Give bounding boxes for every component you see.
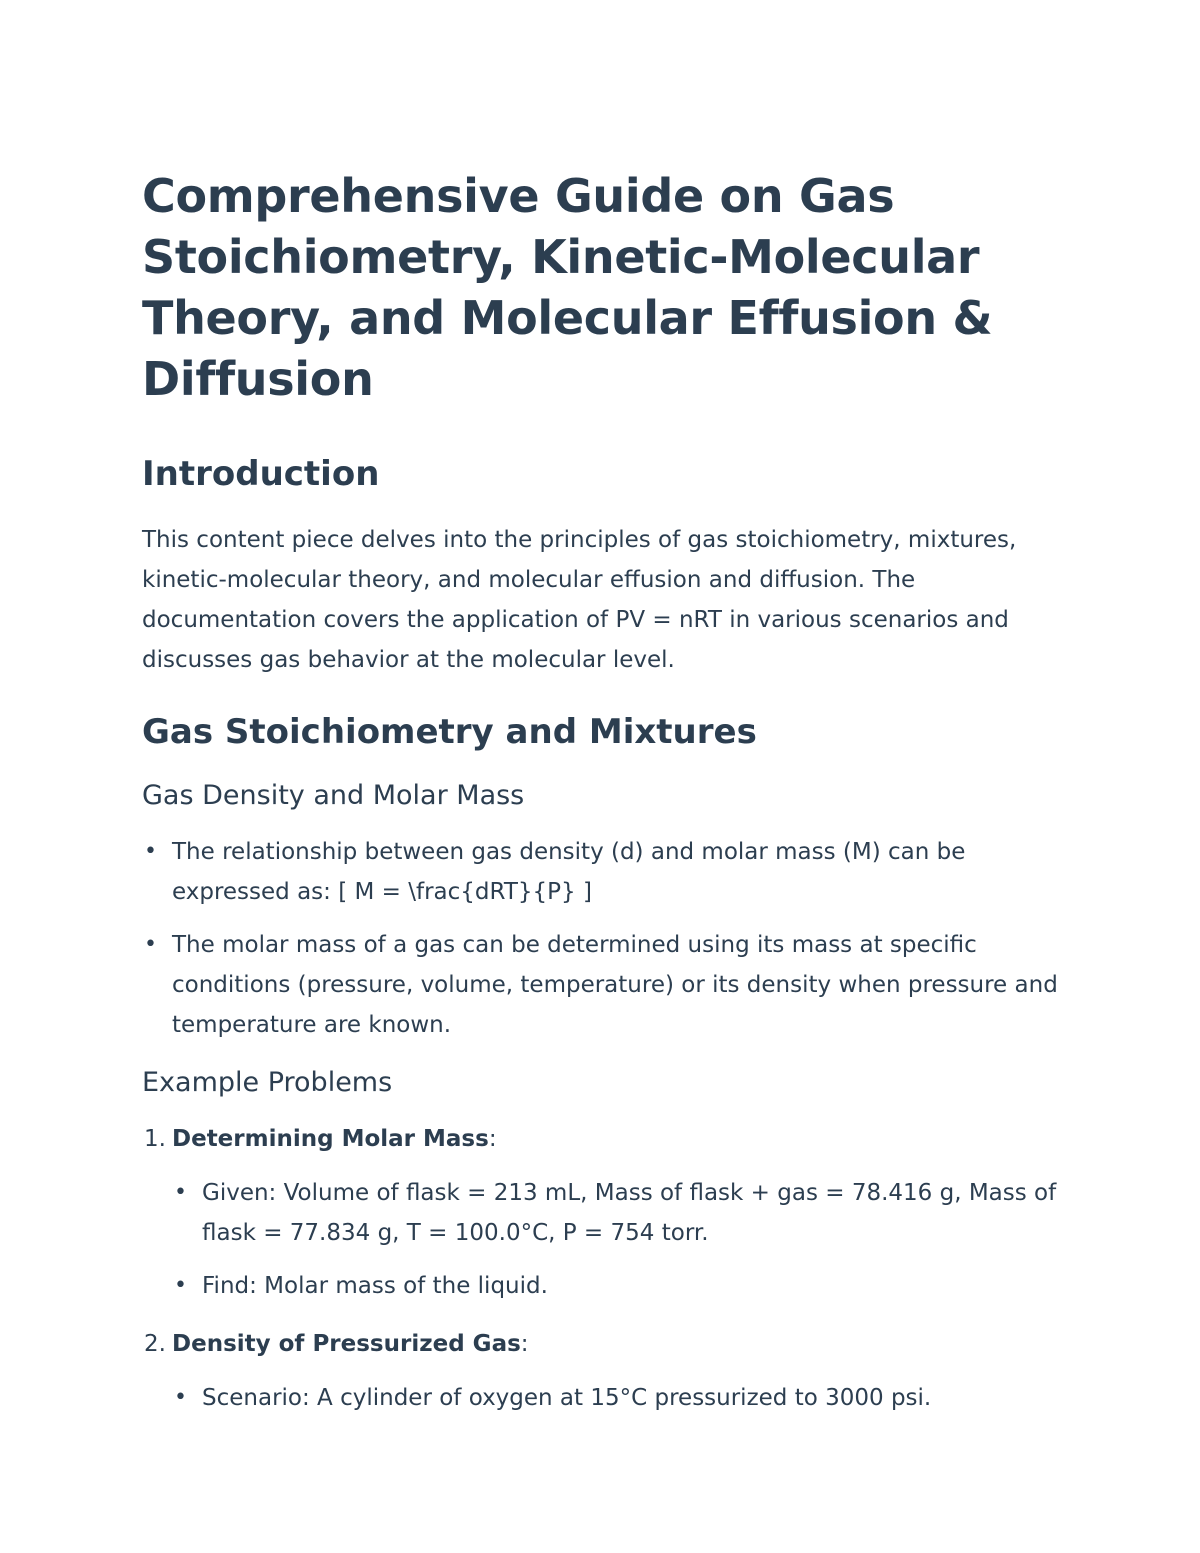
problem-item [144,1119,1072,1306]
problem-number: 2. [144,1331,166,1357]
problem-colon: : [520,1331,529,1357]
gas-stoichiometry-heading: Gas Stoichiometry and Mixtures [142,712,757,752]
problem-title: Determining Molar Mass [172,1126,489,1152]
list-item: • Find: Molar mass of the liquid. [202,1266,1072,1306]
problem-details [172,1378,1072,1418]
document-page [142,166,1072,1436]
problem-number: 1. [144,1126,166,1152]
list-item: • Given: Volume of flask = 213 mL, Mass of flask + gas = 78.416 g, Mass of flask = 77.834 g, T = 100.0°C, P = 754 torr. [202,1173,1072,1253]
example-problems-list [142,1119,1072,1418]
example-problems-heading: Example Problems [142,1067,393,1098]
problem-colon: : [488,1126,497,1152]
problem-details [172,1173,1072,1306]
problem-item [144,1324,1072,1418]
gas-density-heading: Gas Density and Molar Mass [142,780,525,811]
gas-density-list [142,832,1072,1045]
list-item: • The relationship between gas density (d) and molar mass (M) can be expressed as: [ M = \frac{dRT}{P} ] [172,832,1072,912]
list-item: • Scenario: A cylinder of oxygen at 15°C pressurized to 3000 psi. [202,1378,1072,1418]
document-title: Comprehensive Guide on Gas Stoichiometry, Kinetic-Molecular Theory, and Molecular Effusion & Diffusion [142,169,993,406]
list-item: • The molar mass of a gas can be determined using its mass at specific conditions (pressure, volume, temperature) or its density when pressure and temperature are known. [172,925,1072,1045]
introduction-paragraph: This content piece delves into the principles of gas stoichiometry, mixtures, kinetic-molecular theory, and molecular effusion and diffusion. The documentation covers the application of PV = nRT in various scenarios and discusses gas behavior at the molecular level. [142,527,1017,673]
problem-title: Density of Pressurized Gas [172,1331,521,1357]
introduction-heading: Introduction [142,454,380,494]
